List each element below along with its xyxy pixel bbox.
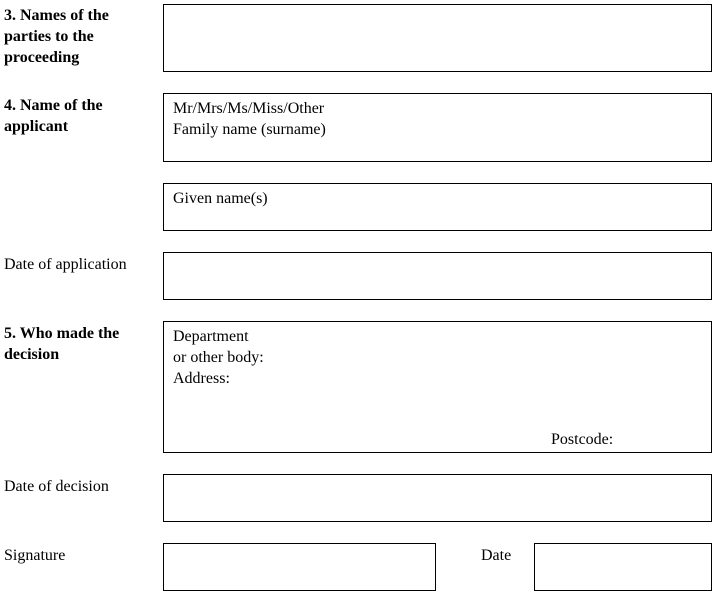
- applicant-label: [4, 95, 103, 137]
- decision-maker-label-line-2: decision: [4, 346, 60, 363]
- decision-maker-label: [4, 323, 119, 365]
- family-name-field-prompt: [173, 98, 326, 140]
- parties-label: [4, 5, 109, 68]
- parties-label-line-1: 3. Names of the: [4, 7, 109, 24]
- department-label: Department: [173, 328, 249, 345]
- title-options-label: Mr/Mrs/Ms/Miss/Other: [173, 100, 325, 117]
- address-label: Address:: [173, 370, 230, 387]
- postcode-label: Postcode:: [551, 431, 614, 448]
- decision-maker-field-prompt: [173, 326, 264, 389]
- application-date-field[interactable]: [163, 252, 712, 300]
- other-body-label: or other body:: [173, 349, 264, 366]
- parties-label-line-2: parties to the: [4, 28, 94, 45]
- signature-field[interactable]: [163, 543, 436, 591]
- decision-maker-field[interactable]: [163, 321, 712, 453]
- parties-field[interactable]: [163, 4, 712, 72]
- family-name-label: Family name (surname): [173, 121, 326, 138]
- application-date-label: Date of application: [4, 256, 127, 273]
- given-names-label: Given name(s): [173, 190, 268, 207]
- decision-maker-label-line-1: 5. Who made the: [4, 325, 120, 342]
- decision-date-field[interactable]: [163, 474, 712, 522]
- signature-date-label: Date: [481, 547, 512, 564]
- signature-date-field[interactable]: [534, 543, 712, 591]
- given-names-field[interactable]: [163, 183, 712, 231]
- family-name-field[interactable]: [163, 93, 712, 162]
- decision-date-label: Date of decision: [4, 478, 109, 495]
- parties-label-line-3: proceeding: [4, 49, 80, 66]
- applicant-label-line-2: applicant: [4, 118, 69, 135]
- signature-label: Signature: [4, 547, 66, 564]
- applicant-label-line-1: 4. Name of the: [4, 97, 103, 114]
